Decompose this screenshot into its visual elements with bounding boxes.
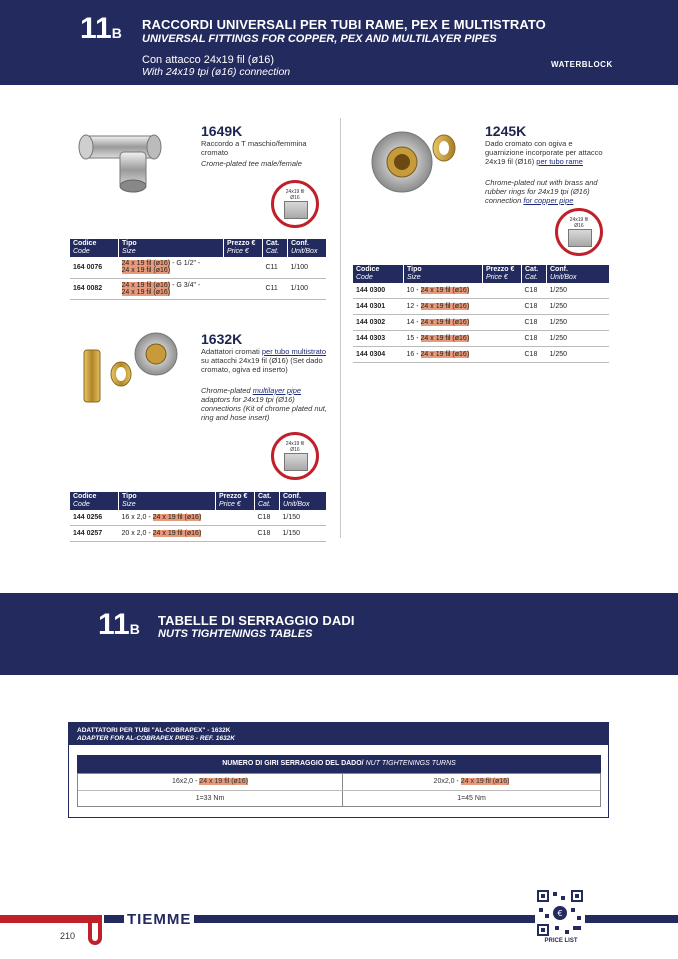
header-title: RACCORDI UNIVERSALI PER TUBI RAME, PEX E MULTISTRATO <box>142 17 546 32</box>
table-row: 144 0304 16 - 24 x 19 fil (ø16) C18 1/250 <box>353 347 609 363</box>
table-row: 144 0301 12 - 24 x 19 fil (ø16) C18 1/250 <box>353 299 609 315</box>
brand-logo: WATERBLOCK <box>551 60 613 69</box>
product-desc-it: Raccordo a T maschio/femmina cromato <box>201 139 307 157</box>
footer-red-curve <box>88 915 102 945</box>
price-table-1632k: Codice Code Tipo Size Prezzo € Price € Cat. Cat. Conf. Unit/Box 144 0256 16 x 2,0 - 24 x 19 fil (ø16) C18 1/150 144 0257 20 x 2,0 - 24 x 19 fil (ø16) C18 1/150 <box>70 492 326 542</box>
section-header-tightening <box>0 593 678 675</box>
footer-red-bar <box>0 915 100 923</box>
section-subtitle: NUTS TIGHTENINGS TABLES <box>158 628 313 640</box>
tightening-table <box>68 722 609 818</box>
price-table-1649k: Codice Code Tipo Size Prezzo € Price € Cat. Cat. Conf. Unit/Box 164 0076 24 x 19 fil (ø16) - G 1/2" - 24 x 19 fil (ø16) C11 1/100 164 0082 24 x 19 fil (ø16) - G 3/4" - 24 x 19 fil (ø16) C11 1/100 <box>70 239 326 300</box>
turns-grid <box>77 773 601 807</box>
product-desc-en: Crome-plated tee male/female <box>201 159 302 168</box>
adaptor-kit-image <box>78 330 183 410</box>
table-row: 164 0076 24 x 19 fil (ø16) - G 1/2" - 24 x 19 fil (ø16) C11 1/100 <box>70 257 326 278</box>
product-desc-en: Chrome-plated multilayer pipe adaptors for 24x19 tpi (Ø16) connections (Kit of chrome plated nut, ring and hose insert) <box>201 386 327 422</box>
header-connection-en: With 24x19 tpi (ø16) connection <box>142 66 291 78</box>
product-desc-en: Chrome-plated nut with brass and rubber rings for 24x19 tpi (Ø16) connection for copper pipe <box>485 178 598 205</box>
svg-text:€: € <box>557 909 563 918</box>
thread-badge-icon: 24x19 fil Ø16 <box>555 208 603 256</box>
column-divider <box>340 118 341 538</box>
table-row: 144 0303 15 - 24 x 19 fil (ø16) C18 1/250 <box>353 331 609 347</box>
section-number: 11B <box>98 608 140 641</box>
nut-with-ring-image <box>366 124 461 196</box>
box-title-en: ADAPTER FOR AL-COBRAPEX PIPES - REF. 1632K <box>77 735 235 742</box>
product-code-1245k: 1245K <box>485 123 527 139</box>
product-code-1632k: 1632K <box>201 331 243 347</box>
table-row: 144 0302 14 - 24 x 19 fil (ø16) C18 1/250 <box>353 315 609 331</box>
page-header <box>0 0 678 85</box>
product-desc-it: Dado cromato con ogiva e guarnizione incorporate per attacco 24x19 fil (Ø16) per tubo rame <box>485 139 603 166</box>
box-title: ADATTATORI PER TUBI "AL-COBRAPEX" - 1632K <box>77 727 231 734</box>
product-desc-it: Adattatori cromati per tubo multistrato su attacchi 24x19 fil (Ø16) (Set dado cromato, ogiva ed inserto) <box>201 347 327 374</box>
thread-badge-icon: 24x19 fil Ø16 <box>271 432 319 480</box>
footer-brand: TIEMME <box>124 911 194 928</box>
price-list-label: PRICE LIST <box>544 938 578 944</box>
section-title: TABELLE DI SERRAGGIO DADI <box>158 613 355 628</box>
tightening-table-header <box>69 723 608 745</box>
torque-value: 1=45 Nm <box>457 795 486 802</box>
price-table-1245k: Codice Code Tipo Size Prezzo € Price € Cat. Cat. Conf. Unit/Box 144 0300 10 - 24 x 19 fil (ø16) C18 1/250 144 0301 12 - 24 x 19 fil (ø16) C18 1/250 144 0302 14 - 24 x 19 fil (ø16) C18 1/250 144 0303 15 - 24 x 19 fil (ø16) C18 1/250 144 0304 16 - 24 x 19 fil (ø16) C18 1/250 <box>353 265 609 363</box>
header-connection: Con attacco 24x19 fil (ø16) <box>142 54 275 66</box>
qr-code-icon[interactable] <box>535 888 585 938</box>
thread-badge-icon: 24x19 fil Ø16 <box>271 180 319 228</box>
tee-fitting-image <box>74 122 164 194</box>
section-number: 11B <box>80 12 122 45</box>
header-subtitle: UNIVERSAL FITTINGS FOR COPPER, PEX AND MULTILAYER PIPES <box>142 33 497 45</box>
table-row: 144 0256 16 x 2,0 - 24 x 19 fil (ø16) C18 1/150 <box>70 510 326 526</box>
turns-col-16: 16x2,0 - 24 x 19 fil (ø16) <box>172 778 248 785</box>
turns-col-20: 20x2,0 - 24 x 19 fil (ø16) <box>433 778 510 785</box>
torque-value: 1=33 Nm <box>195 795 225 802</box>
product-code-1649k: 1649K <box>201 123 243 139</box>
page-number: 210 <box>60 931 76 941</box>
table-row: 164 0082 24 x 19 fil (ø16) - G 3/4" - 24 x 19 fil (ø16) C11 1/100 <box>70 278 326 299</box>
table-row: 144 0257 20 x 2,0 - 24 x 19 fil (ø16) C18 1/150 <box>70 526 326 542</box>
turns-header: NUMERO DI GIRI SERRAGGIO DEL DADO/ NUT TIGHTENINGS TURNS <box>77 755 601 773</box>
table-row: 144 0300 10 - 24 x 19 fil (ø16) C18 1/250 <box>353 283 609 299</box>
